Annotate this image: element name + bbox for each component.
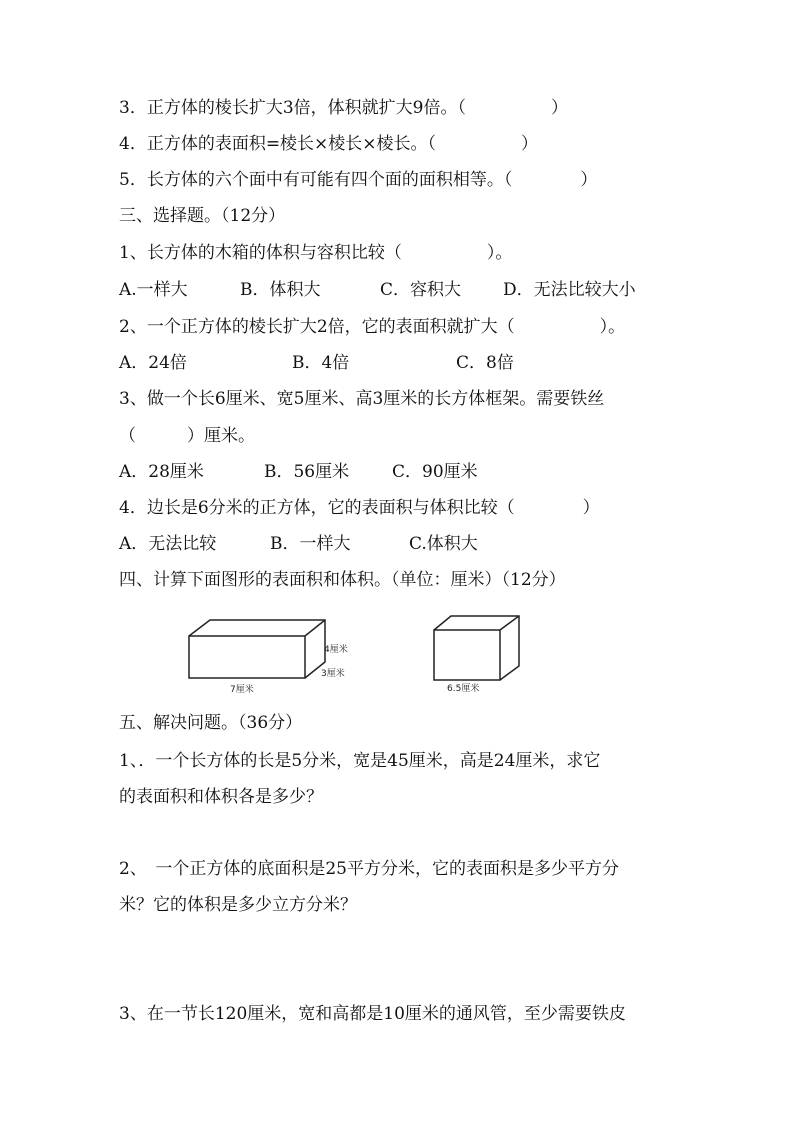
cuboid-drawing — [189, 620, 325, 678]
choice-q4-option-b: B．一样大 — [270, 534, 351, 554]
solve-section-title: 五、解决问题。（36分） — [119, 713, 303, 733]
choice-q4-option-c: C.体积大 — [409, 534, 478, 554]
choice-q3-option-c: C．90厘米 — [392, 462, 478, 482]
choice-section-title: 三、选择题。（12分） — [119, 206, 286, 226]
judgement-question-3: 3．正方体的棱长扩大3倍，体积就扩大9倍。（ ） — [119, 98, 568, 118]
choice-q3-option-a: A．28厘米 — [119, 462, 204, 482]
solve-question-3-line1: 3、在一节长120厘米，宽和高都是10厘米的通风管，至少需要铁皮 — [119, 1004, 626, 1024]
cuboid-figure — [180, 612, 360, 698]
cuboid-height-label: 4厘米 — [324, 645, 348, 655]
choice-q1-option-b: B．体积大 — [240, 280, 321, 300]
calc-section-title: 四、计算下面图形的表面积和体积。（单位：厘米）（12分） — [119, 570, 566, 590]
choice-question-2-stem: 2、一个正方体的棱长扩大2倍，它的表面积就扩大（ ）。 — [119, 317, 626, 337]
choice-question-3-stem-cont: （ ）厘米。 — [119, 426, 255, 446]
choice-q3-option-b: B．56厘米 — [264, 462, 350, 482]
cube-drawing — [434, 616, 519, 680]
solve-question-1-line2: 的表面积和体积各是多少？ — [119, 787, 323, 807]
choice-q2-option-a: A．24倍 — [119, 353, 187, 373]
choice-q1-option-c: C．容积大 — [380, 280, 462, 300]
cube-figure — [425, 606, 535, 698]
solve-question-2-line1: 2、 一个正方体的底面积是25平方分米，它的表面积是多少平方分 — [119, 859, 619, 879]
choice-q1-option-d: D．无法比较大小 — [503, 280, 636, 300]
solve-question-1-line1: 1、．一个长方体的长是5分米，宽是45厘米，高是24厘米，求它 — [119, 751, 601, 771]
cuboid-length-label: 7厘米 — [230, 685, 254, 695]
choice-q4-option-a: A．无法比较 — [119, 534, 217, 554]
judgement-question-4: 4．正方体的表面积=棱长×棱长×棱长。（ ） — [119, 134, 539, 154]
cuboid-width-label: 3厘米 — [321, 669, 345, 679]
choice-q2-option-b: B．4倍 — [292, 353, 350, 373]
cube-edge-label: 6.5厘米 — [447, 684, 480, 694]
judgement-question-5: 5．长方体的六个面中有可能有四个面的面积相等。（ ） — [119, 170, 598, 190]
choice-question-1-stem: 1、长方体的木箱的体积与容积比较（ ）。 — [119, 243, 513, 263]
choice-q1-option-a: A.一样大 — [119, 280, 188, 300]
choice-question-3-stem: 3、做一个长6厘米、宽5厘米、高3厘米的长方体框架。需要铁丝 — [119, 389, 605, 409]
choice-q2-option-c: C．8倍 — [456, 353, 514, 373]
choice-question-4-stem: 4．边长是6分米的正方体，它的表面积与体积比较（ ） — [119, 498, 600, 518]
solve-question-2-line2: 米？它的体积是多少立方分米？ — [119, 895, 357, 915]
